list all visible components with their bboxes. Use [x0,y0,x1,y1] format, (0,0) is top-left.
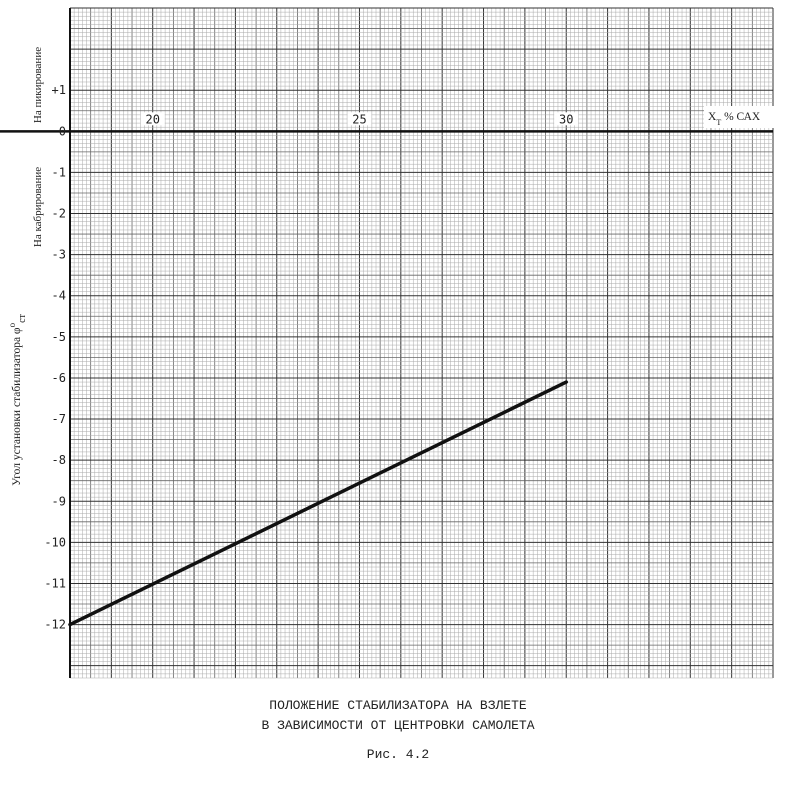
y-axis-label: Угол установки стабилизатора $\varphi^oст$ [7,314,28,486]
y-tick-label: -10 [44,535,66,550]
upper-region-label: На пикирование [32,46,44,124]
caption-line-2: В ЗАВИСИМОСТИ ОТ ЦЕНТРОВКИ САМОЛЕТА [261,718,535,733]
x-axis-label: $X_T$ % САХ [708,111,761,127]
y-tick-label: 0 [58,124,66,139]
y-tick-label: -2 [51,206,66,221]
y-tick-label: -11 [44,576,66,591]
y-tick-label: -6 [51,370,66,385]
lower-region-label: На кабрирование [32,166,44,248]
x-tick-label: 20 [145,112,160,127]
y-tick-label: -4 [51,288,66,303]
figure-label: Рис. 4.2 [366,747,430,762]
x-tick-label: 30 [559,112,574,127]
chart-grid [70,8,773,678]
y-tick-label: -12 [44,617,66,632]
y-tick-label: -8 [51,453,66,468]
y-tick-label: -3 [51,247,66,262]
y-tick-label: -5 [51,329,66,344]
y-tick-label: -9 [51,494,66,509]
y-tick-label: -1 [51,165,66,180]
x-tick-label: 25 [352,112,367,127]
caption-line-1: ПОЛОЖЕНИЕ СТАБИЛИЗАТОРА НА ВЗЛЕТЕ [269,698,527,713]
y-tick-label: -7 [51,412,66,427]
y-tick-label: +1 [51,83,66,98]
y-tick-labels [44,83,66,631]
